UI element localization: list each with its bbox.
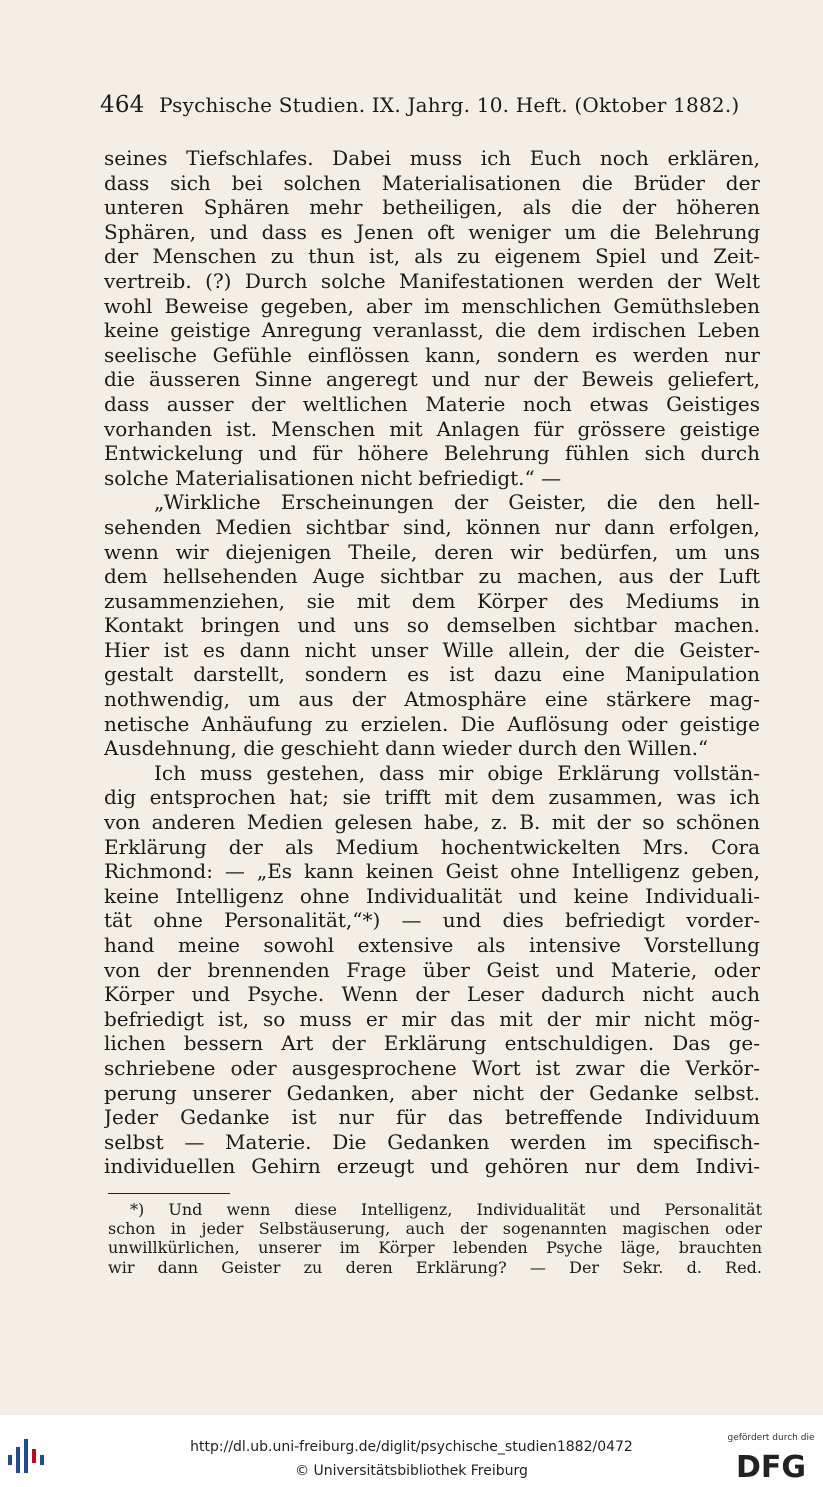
text-line: Kontakt bringen und uns so demselben sichtbar machen.: [104, 613, 760, 638]
text-line: wohl Beweise gegeben, aber im menschlichen Gemüthsleben: [104, 293, 760, 318]
text-line: von der brennenden Frage über Geist und Materie, oder: [104, 957, 760, 982]
footnote-line: *) Und wenn diese Intelligenz, Individualität und Personalität: [130, 1200, 762, 1219]
text-line: perung unserer Gedanken, aber nicht der Gedanke selbst.: [104, 1080, 760, 1105]
text-line: Sphären, und dass es Jenen oft weniger um die Belehrung: [104, 219, 760, 244]
text-line: Ich muss gestehen, dass mir obige Erklärung vollstän-: [154, 760, 760, 785]
text-line: netische Anhäufung zu erzielen. Die Auflösung oder geistige: [104, 711, 760, 736]
text-line: dass ausser der weltlichen Materie noch etwas Geistiges: [104, 391, 760, 416]
text-line: der Menschen zu thun ist, als zu eigenem Spiel und Zeit-: [104, 244, 760, 269]
page-number: 464: [100, 92, 145, 118]
text-line: dig entsprochen hat; sie trifft mit dem zusammen, was ich: [104, 785, 760, 810]
running-head: [100, 92, 760, 118]
text-line: seines Tiefschlafes. Dabei muss ich Euch noch erklären,: [104, 146, 760, 170]
text-line: unteren Sphären mehr betheiligen, als die der höheren: [104, 195, 760, 220]
text-line: schriebene oder ausgesprochene Wort ist zwar die Verkör-: [104, 1055, 760, 1080]
footnote: [108, 1200, 762, 1277]
running-head-title: Psychische Studien. IX. Jahrg. 10. Heft. (Oktober 1882.): [159, 93, 740, 117]
text-line: Entwickelung und für höhere Belehrung fühlen sich durch: [104, 441, 760, 466]
text-line: individuellen Gehirn erzeugt und gehören nur dem Indivi-: [104, 1154, 760, 1179]
dfg-caption: gefördert durch die: [727, 1433, 815, 1443]
viewer-footer: [0, 1415, 823, 1487]
text-line: Hier ist es dann nicht unser Wille allein, der die Geister-: [104, 637, 760, 662]
text-line: sehenden Medien sichtbar sind, können nur dann erfolgen,: [104, 514, 760, 539]
text-line: befriedigt ist, so muss er mir das mit der mir nicht mög-: [104, 1006, 760, 1031]
footnote-divider: [108, 1193, 230, 1194]
dfg-logo: [725, 1433, 817, 1483]
text-line: vertreib. (?) Durch solche Manifestationen werden der Welt: [104, 268, 760, 293]
text-line: solche Materialisationen nicht befriedigt.“ —: [104, 465, 562, 490]
text-line: gestalt darstellt, sondern es ist dazu eine Manipulation: [104, 662, 760, 687]
text-line: keine geistige Anregung veranlasst, die dem irdischen Leben: [104, 318, 760, 343]
copyright-notice: © Universitätsbibliothek Freiburg: [295, 1463, 528, 1479]
text-line: Richmond: — „Es kann keinen Geist ohne Intelligenz geben,: [104, 859, 760, 884]
text-line: Erklärung der als Medium hochentwickelten Mrs. Cora: [104, 834, 760, 859]
body-text: [104, 146, 760, 1179]
text-line: wenn wir diejenigen Theile, deren wir bedürfen, um uns: [104, 539, 760, 564]
permalink-url[interactable]: http://dl.ub.uni-freiburg.de/diglit/psychische_studien1882/0472: [190, 1439, 633, 1455]
text-line: lichen bessern Art der Erklärung entschuldigen. Das ge-: [104, 1031, 760, 1056]
text-line: von anderen Medien gelesen habe, z. B. mit der so schönen: [104, 810, 760, 835]
text-line: „Wirkliche Erscheinungen der Geister, die den hell-: [154, 490, 760, 515]
footnote-line: wir dann Geister zu deren Erklärung? — Der Sekr. d. Red.: [108, 1257, 762, 1277]
text-line: vorhanden ist. Menschen mit Anlagen für grössere geistige: [104, 416, 760, 441]
text-line: dass sich bei solchen Materialisationen die Brüder der: [104, 170, 760, 195]
text-line: Körper und Psyche. Wenn der Leser dadurch nicht auch: [104, 982, 760, 1007]
text-line: keine Intelligenz ohne Individualität und keine Individuali-: [104, 883, 760, 908]
text-line: dem hellsehenden Auge sichtbar zu machen, aus der Luft: [104, 564, 760, 589]
text-line: tät ohne Personalität,“*) — und dies befriedigt vorder-: [104, 908, 760, 933]
text-line: die äusseren Sinne angeregt und nur der Beweis geliefert,: [104, 367, 760, 392]
text-line: Jeder Gedanke ist nur für das betreffende Individuum: [104, 1105, 760, 1130]
text-line: zusammenziehen, sie mit dem Körper des Mediums in: [104, 588, 760, 613]
footnote-line: unwillkürlichen, unserer im Körper lebenden Psyche läge, brauchten: [108, 1238, 762, 1258]
text-line: selbst — Materie. Die Gedanken werden im specifisch-: [104, 1129, 760, 1154]
footnote-line: schon in jeder Selbstäuserung, auch der sogenannten magischen oder: [108, 1219, 762, 1239]
text-line: seelische Gefühle einflössen kann, sondern es werden nur: [104, 342, 760, 367]
text-line: Ausdehnung, die geschieht dann wieder durch den Willen.“: [104, 736, 709, 761]
dfg-mark-text: DFG: [735, 1450, 807, 1483]
text-line: nothwendig, um aus der Atmosphäre eine stärkere mag-: [104, 687, 760, 712]
text-line: hand meine sowohl extensive als intensive Vorstellung: [104, 933, 760, 957]
